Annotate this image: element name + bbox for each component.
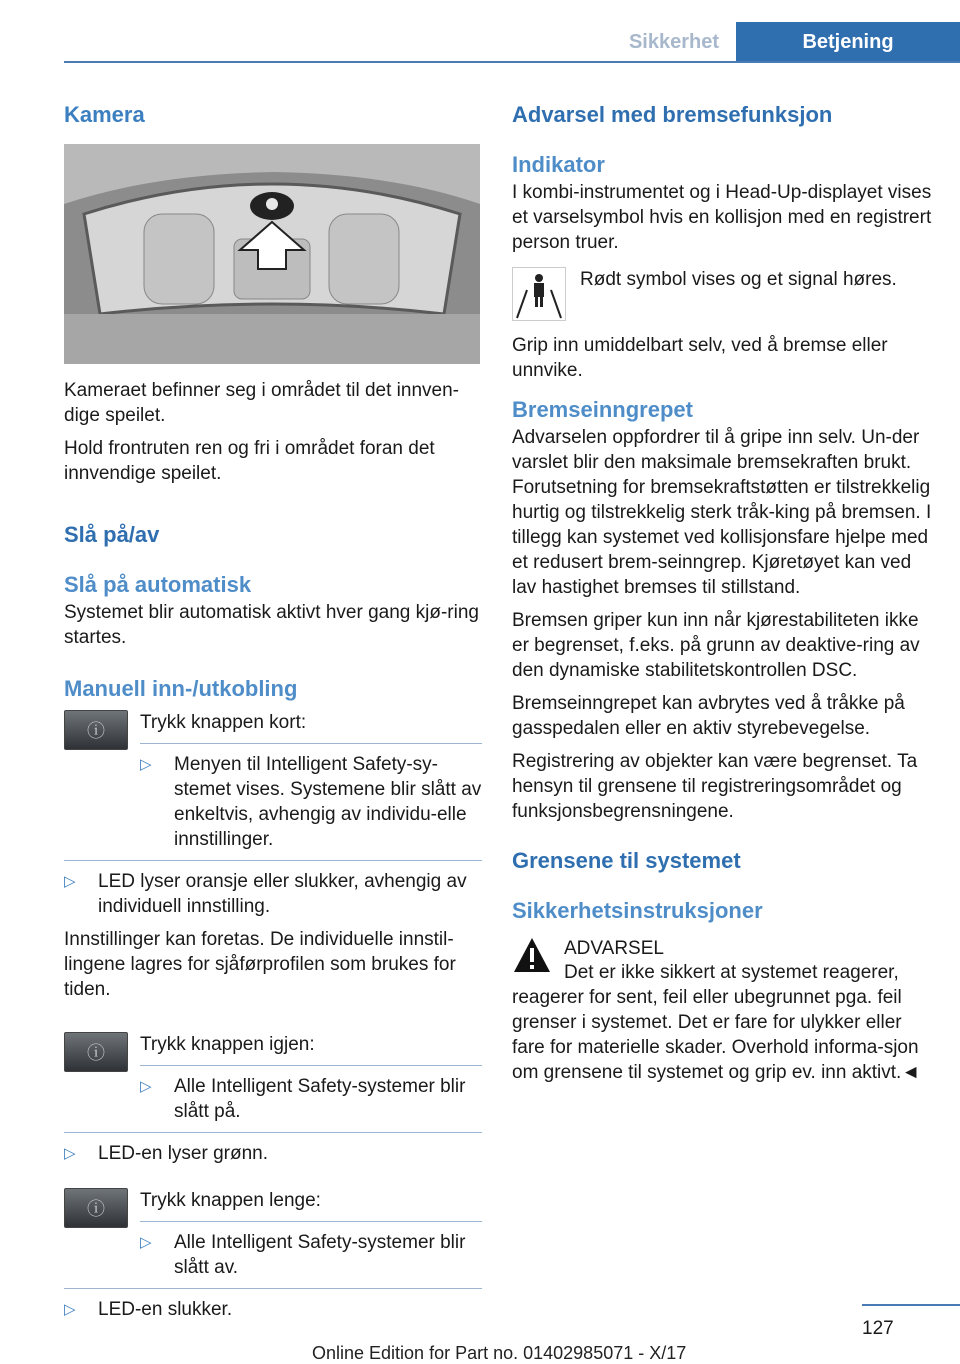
left-column	[64, 100, 482, 1322]
kort-block	[64, 710, 482, 852]
list-item	[64, 1141, 482, 1166]
kamera-text-2: Hold frontruten ren og fri i området foran det innvendige speilet.	[64, 438, 435, 484]
right-column	[512, 100, 932, 1085]
list-item	[64, 869, 482, 919]
list-item	[64, 1297, 482, 1322]
list-item	[140, 1230, 482, 1280]
safety-icon: ⓘ	[87, 1043, 105, 1063]
adv-heading: Advarsel med bremsefunksjon	[512, 102, 833, 127]
camera-photo	[64, 144, 480, 364]
safety-icon: ⓘ	[87, 1199, 105, 1219]
igjen-block	[64, 1032, 482, 1124]
safety-icon: ⓘ	[87, 721, 105, 741]
kamera-text-1: Kameraet befinner seg i området til det innven-dige speilet.	[64, 380, 459, 426]
indikator-text: I kombi-instrumentet og i Head-Up-displayet vises et varselsymbol hvis en kollisjon med en registrert person truer.	[512, 182, 932, 253]
warning-triangle-icon	[512, 936, 552, 974]
list-item-text: Alle Intelligent Safety-systemer blir slått på.	[174, 1076, 466, 1122]
safety-button-image	[64, 1032, 128, 1072]
tab-betjening[interactable]: Betjening	[736, 22, 960, 62]
list-item-text: LED-en slukker.	[98, 1299, 233, 1320]
grense-heading: Grensene til systemet	[512, 848, 741, 873]
list-item-text: LED-en lyser grønn.	[98, 1143, 269, 1164]
sla-heading: Slå på/av	[64, 522, 160, 547]
auto-heading: Slå på automatisk	[64, 572, 252, 597]
sikkerhet-heading: Sikkerhetsinstruksjoner	[512, 898, 763, 923]
brems-text-3: Bremseinngrepet kan avbrytes ved å tråkke på gasspedalen eller en aktiv styrebevegelse.	[512, 693, 905, 739]
pedestrian-warning-icon	[512, 267, 566, 321]
safety-button-image	[64, 1188, 128, 1228]
manuell-heading: Manuell inn-/utkobling	[64, 676, 298, 701]
auto-text: Systemet blir automatisk aktivt hver gang kjø-ring startes.	[64, 602, 479, 648]
lenge-block	[64, 1188, 482, 1280]
advarsel-label: ADVARSEL	[564, 938, 664, 959]
footer-rule	[862, 1304, 960, 1306]
list-item	[140, 752, 482, 852]
igjen-label: Trykk knappen igjen:	[140, 1034, 315, 1055]
triangle-icon: ▷	[64, 1145, 76, 1162]
kamera-heading: Kamera	[64, 102, 145, 127]
triangle-icon: ▷	[64, 1301, 76, 1318]
brems-text-2: Bremsen griper kun inn når kjørestabiliteten ikke er begrenset, f.eks. på grunn av deaktive-ring av den dynamiske stabilitetskontrollen DSC.	[512, 610, 920, 681]
tab-sikkerhet[interactable]: Sikkerhet	[628, 31, 720, 53]
indikator-heading: Indikator	[512, 152, 605, 177]
lenge-label: Trykk knappen lenge:	[140, 1190, 321, 1211]
list-item-text: Menyen til Intelligent Safety-sy-stemet vises. Systemene blir slått av enkeltvis, avhengig av individu-elle innstillinger.	[174, 754, 482, 850]
edition-note: Online Edition for Part no. 01402985071 - X/17	[312, 1343, 687, 1363]
advarsel-text: Det er ikke sikkert at systemet reagerer, reagerer for sent, feil eller ubegrunnet pga. feil grenser i systemet. Det er fare for ulykker eller fare for materielle skader. Overhold informa-sjon om grensene til systemet og grip ev. inn aktivt.◄	[512, 962, 921, 1083]
brems-text-1: Advarselen oppfordrer til å gripe inn selv. Un-der varslet blir den maksimale bremsekraften brukt. Forutsetning for bremsekraftstøtten er tilstrekkelig hurtig og tilstrekkelig sterk tråk-king på bremsen. I tillegg kan systemet ved kollisjonsfare hjelpe med et redusert brem-seinngrep. Kjøretøyet kan ved lav hastighet bremses til stillstand.	[512, 427, 932, 598]
brems-text-4: Registrering av objekter kan være begrenset. Ta hensyn til grensene til registreringsområdet og funksjonsbegrensningene.	[512, 751, 918, 822]
grip-text: Grip inn umiddelbart selv, ved å bremse eller unnvike.	[512, 335, 888, 381]
triangle-icon: ▷	[140, 756, 152, 773]
car-interior-illustration	[64, 144, 480, 364]
bremseinngrep-heading: Bremseinngrepet	[512, 397, 693, 422]
symbol-block	[512, 267, 932, 321]
innst-text: Innstillinger kan foretas. De individuelle innstil-lingene lagres for sjåførprofilen som brukes for tiden.	[64, 929, 456, 1000]
list-item-text: LED lyser oransje eller slukker, avhengig av individuell innstilling.	[98, 871, 467, 917]
triangle-icon: ▷	[64, 873, 76, 890]
symbol-text: Rødt symbol vises og et signal høres.	[580, 269, 897, 290]
list-item-text: Alle Intelligent Safety-systemer blir slått av.	[174, 1232, 466, 1278]
kort-label: Trykk knappen kort:	[140, 712, 307, 733]
page-number: 127	[862, 1318, 894, 1339]
header-rule	[64, 61, 960, 63]
safety-button-image	[64, 710, 128, 750]
triangle-icon: ▷	[140, 1234, 152, 1251]
list-item	[140, 1074, 482, 1124]
triangle-icon: ▷	[140, 1078, 152, 1095]
